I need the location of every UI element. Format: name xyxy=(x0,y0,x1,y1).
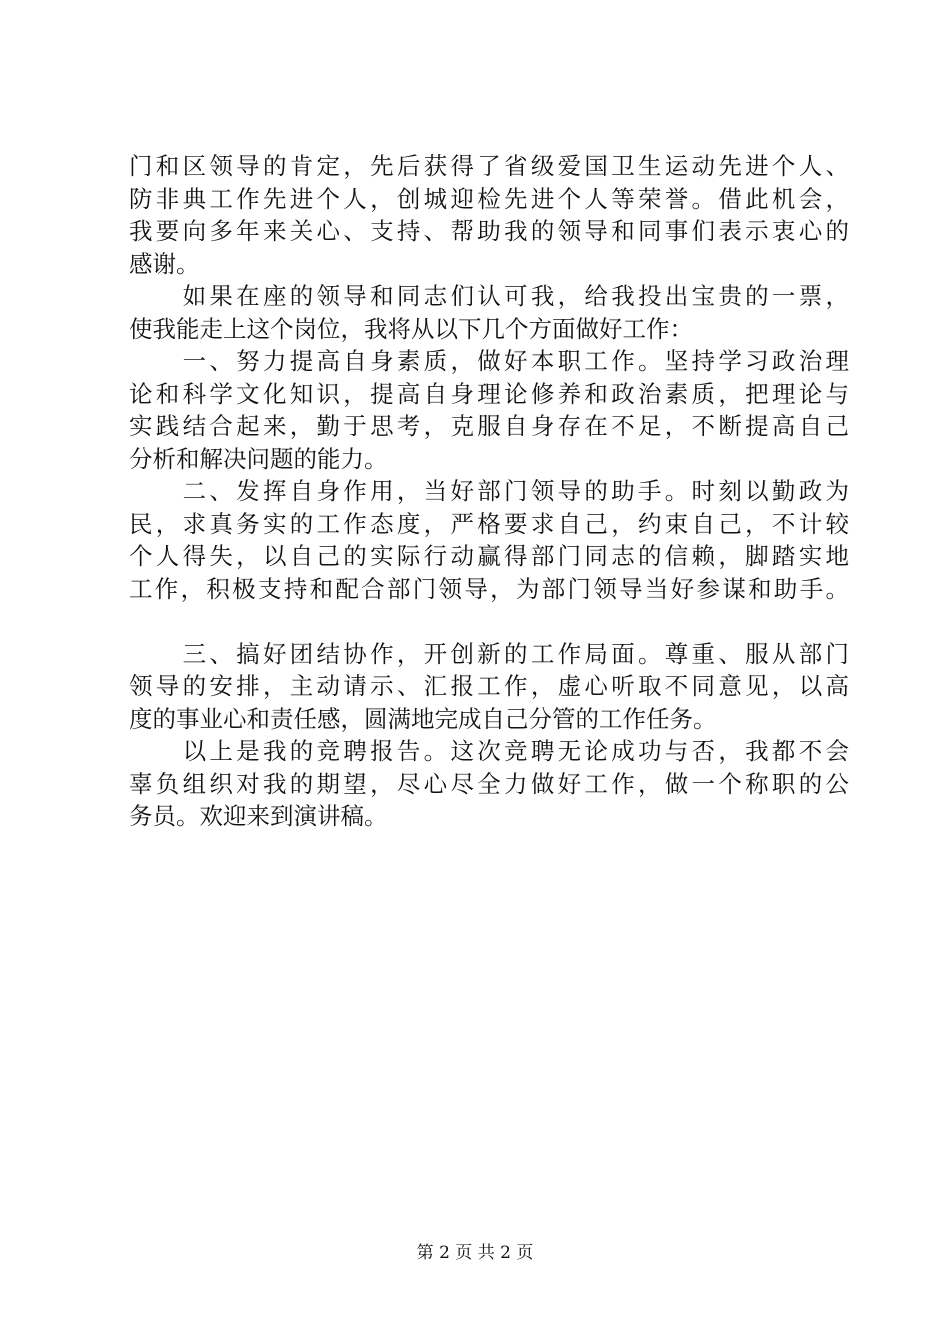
document-body xyxy=(129,150,849,833)
text-line: 论和科学文化知识，提高自身理论修养和政治素质，把理论与 xyxy=(129,379,849,408)
text-line: 防非典工作先进个人，创城迎检先进个人等荣誉。借此机会， xyxy=(129,184,849,213)
text-line: 辜负组织对我的期望，尽心尽全力做好工作，做一个称职的公 xyxy=(129,769,849,798)
text-line: 民，求真务实的工作态度，严格要求自己，约束自己，不计较 xyxy=(129,509,849,538)
text-line: 使我能走上这个岗位，我将从以下几个方面做好工作： xyxy=(129,314,693,343)
text-line: 领导的安排，主动请示、汇报工作，虚心听取不同意见，以高 xyxy=(129,672,849,700)
paragraph-gap xyxy=(129,605,849,638)
text-line: 以上是我的竞聘报告。这次竞聘无论成功与否，我都不会 xyxy=(129,737,849,765)
text-line: 度的事业心和责任感，圆满地完成自己分管的工作任务。 xyxy=(129,704,717,733)
page-number-footer: 第 2 页 共 2 页 xyxy=(416,1243,534,1263)
text-line: 门和区领导的肯定，先后获得了省级爱国卫生运动先进个人、 xyxy=(129,152,849,180)
text-line: 三、搞好团结协作，开创新的工作局面。尊重、服从部门 xyxy=(129,639,849,668)
text-line: 个人得失，以自己的实际行动赢得部门同志的信赖，脚踏实地 xyxy=(129,542,849,570)
text-line: 我要向多年来关心、支持、帮助我的领导和同事们表示衷心的 xyxy=(129,217,849,245)
text-line: 一、努力提高自身素质，做好本职工作。坚持学习政治理 xyxy=(129,347,849,375)
text-line: 务员。欢迎来到演讲稿。 xyxy=(129,802,388,830)
text-line: 二、发挥自身作用，当好部门领导的助手。时刻以勤政为 xyxy=(129,477,849,505)
text-line: 实践结合起来，勤于思考，克服自身存在不足，不断提高自己 xyxy=(129,412,849,440)
text-line: 工作，积极支持和配合部门领导，为部门领导当好参谋和助手。 xyxy=(129,574,849,603)
text-line: 感谢。 xyxy=(129,249,200,278)
text-line: 分析和解决问题的能力。 xyxy=(129,444,388,473)
text-line: 如果在座的领导和同志们认可我，给我投出宝贵的一票， xyxy=(129,282,849,310)
